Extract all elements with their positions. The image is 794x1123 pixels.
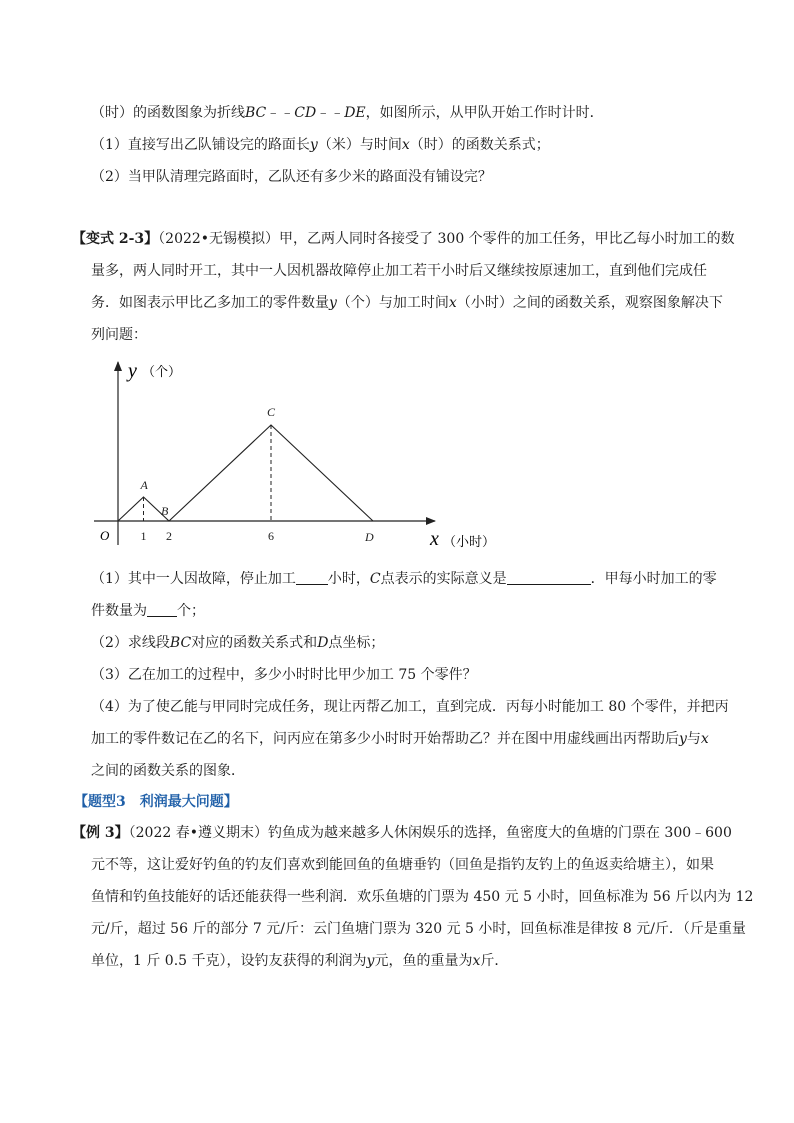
x-tick-label-6: 6 <box>268 529 274 543</box>
example-tag: 【例 3】 <box>72 825 129 841</box>
example-line-1 <box>72 823 732 843</box>
math-bc: BC <box>245 105 267 121</box>
section-title: 【题型3 利润最大问题】 <box>74 794 238 810</box>
intro-line-1 <box>91 103 604 123</box>
variant-line-3 <box>91 293 723 313</box>
math-x: x <box>448 295 457 311</box>
text: （小时）之间的函数关系，观察图象解决下 <box>456 295 723 311</box>
text: 件数量为 <box>91 603 147 619</box>
text: ﹣﹣ <box>266 105 295 121</box>
variant-line-4: 列问题： <box>91 327 147 343</box>
point-label-b: B <box>161 504 169 518</box>
math-y: y <box>679 731 687 747</box>
point-label-d: D <box>365 530 374 544</box>
text: （2022 春•遵义期末）钓鱼成为越来越多人休闲娱乐的选择，鱼密度大的鱼塘的门票在 300﹣600 <box>128 825 732 841</box>
intro-question-2: （2）当甲队清理完路面时，乙队还有多少米的路面没有铺设完？ <box>91 169 492 185</box>
text: （时）的函数关系式； <box>409 137 550 153</box>
text: 务．如图表示甲比乙多加工的零件数量 <box>91 295 329 311</box>
variant-line-2: 量多，两人同时开工，其中一人因机器故障停止加工若干小时后又继续按原速加工，直到他们完成任 <box>91 263 707 279</box>
text: 个； <box>177 603 205 619</box>
text: （米）与时间 <box>317 137 402 153</box>
text: ，如图所示，从甲队开始工作时计时． <box>365 105 604 121</box>
intro-question-1 <box>91 135 550 155</box>
answer-blank[interactable] <box>147 602 177 617</box>
variant-tag: 【变式 2-3】 <box>72 231 159 247</box>
math-d: D <box>317 635 329 651</box>
text: 与 <box>686 731 701 747</box>
example-line-3: 鱼情和钓鱼技能好的话还能获得一些利润．欢乐鱼塘的门票为 450 元 5 小时，回鱼标准为 56 斤以内为 12 <box>91 889 754 905</box>
variant-line-1 <box>72 229 735 249</box>
x-tick-label-2: 2 <box>166 529 172 543</box>
example-line-5 <box>91 951 508 971</box>
graph-polyline <box>118 425 373 521</box>
question-1-line-2 <box>91 601 205 621</box>
question-4-line-1: （4）为了使乙能与甲同时完成任务，现让丙帮乙加工，直到完成．丙每小时能加工 80 个零件，并把丙 <box>91 699 729 715</box>
text: （1）其中一人因故障，停止加工 <box>91 571 296 587</box>
point-label-c: C <box>267 405 276 419</box>
math-x: x <box>472 953 481 969</box>
math-y: y <box>309 137 318 153</box>
point-label-a: A <box>140 478 148 492</box>
text: 点坐标； <box>328 635 385 651</box>
text: 小时， <box>327 571 370 587</box>
question-1-line-1 <box>91 569 717 589</box>
x-axis-unit: （小时） <box>443 534 496 549</box>
question-4-line-2 <box>91 729 709 749</box>
text: （2022•无锡模拟）甲，乙两人同时各接受了 300 个零件的加工任务，甲比乙每小时加工的数 <box>158 231 735 247</box>
math-de: DE <box>344 105 366 121</box>
text: （2）求线段 <box>91 635 170 651</box>
text: （1）直接写出乙队铺设完的路面长 <box>91 137 310 153</box>
math-x: x <box>700 731 709 747</box>
text: 对应的函数关系式和 <box>191 635 318 651</box>
question-3: （3）乙在加工的过程中，多少小时时比甲少加工 75 个零件？ <box>91 667 477 683</box>
math-x: x <box>401 137 410 153</box>
x-axis-var: x <box>430 528 439 550</box>
function-graph <box>80 350 520 560</box>
x-tick-label-1: 1 <box>140 529 147 543</box>
math-c: C <box>369 571 381 587</box>
example-line-4: 元/斤，超过 56 斤的部分 7 元/斤：云门鱼塘门票为 320 元 5 小时，回鱼标准是律按 8 元/斤．（斤是重量 <box>91 921 746 937</box>
text: 点表示的实际意义是 <box>380 571 507 587</box>
text: 元，鱼的重量为 <box>374 953 473 969</box>
y-axis-var: y <box>128 360 137 382</box>
text: 单位，1 斤 0.5 千克），设钓友获得的利润为 <box>91 953 367 969</box>
math-y: y <box>366 953 375 969</box>
text: （时）的函数图象为折线 <box>91 105 245 121</box>
answer-blank[interactable] <box>507 570 591 585</box>
origin-label: O <box>100 528 110 543</box>
math-y: y <box>329 295 337 311</box>
question-2 <box>91 633 384 653</box>
text: ．甲每小时加工的零 <box>590 571 717 587</box>
answer-blank[interactable] <box>296 570 328 585</box>
text: ﹣﹣ <box>316 105 345 121</box>
math-cd: CD <box>294 105 317 121</box>
example-line-2: 元不等，这让爱好钓鱼的钓友们喜欢到能回鱼的鱼塘垂钓（回鱼是指钓友钓上的鱼返卖给塘主），如果 <box>91 857 714 873</box>
question-4-line-3: 之间的函数关系的图象． <box>91 763 245 779</box>
text: 加工的零件数记在乙的名下，问丙应在第多少小时时开始帮助乙？并在图中用虚线画出丙帮助后 <box>91 731 679 747</box>
math-bc: BC <box>169 635 192 651</box>
text: 斤． <box>480 953 509 969</box>
text: （个）与加工时间 <box>336 295 449 311</box>
y-axis-unit: （个） <box>142 364 182 379</box>
